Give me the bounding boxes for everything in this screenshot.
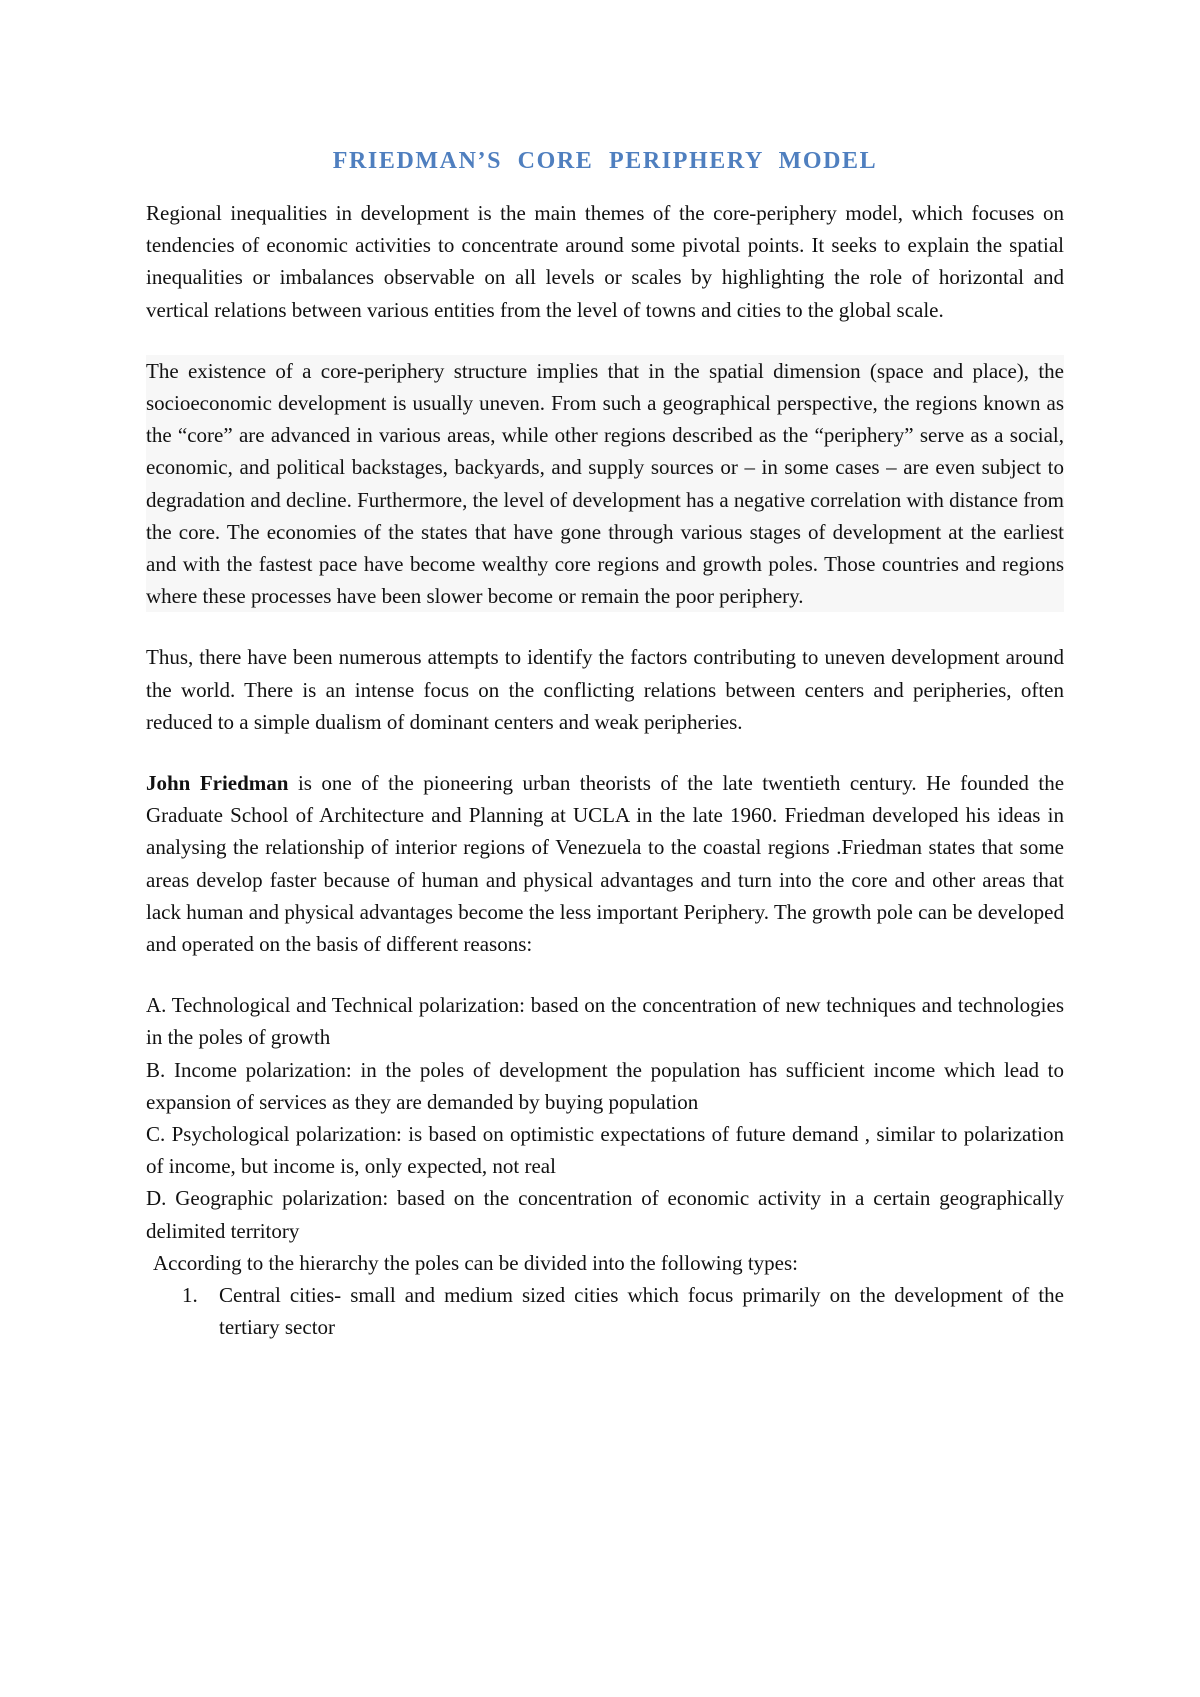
polarization-item-a: A. Technological and Technical polarization: based on the concentration of new techniques and technologies in the poles of growth — [146, 993, 1064, 1050]
pole-type-item — [146, 1279, 1064, 1343]
pole-types-list — [146, 1279, 1064, 1343]
friedman-name: John Friedman — [146, 771, 289, 796]
pole-type-text: Central cities- small and medium sized cities which focus primarily on the development of the tertiary sector — [219, 1283, 1064, 1340]
polarization-item-c: C. Psychological polarization: is based on optimistic expectations of future demand , similar to polarization of income, but income is, only expected, not real — [146, 1122, 1064, 1179]
document-page — [146, 148, 1064, 1344]
paragraph-uneven-development: Thus, there have been numerous attempts to identify the factors contributing to uneven development around the world. There is an intense focus on the conflicting relations between centers and peripheries, often reduced to a simple dualism of dominant centers and weak peripheries. — [146, 645, 1064, 734]
pole-types-intro: According to the hierarchy the poles can be divided into the following types: — [153, 1250, 798, 1275]
polarization-item-b: B. Income polarization: in the poles of development the population has sufficient income which lead to expansion of services as they are demanded by buying population — [146, 1057, 1064, 1114]
paragraph-john-friedman — [146, 767, 1064, 960]
friedman-description: is one of the pioneering urban theorists of the late twentieth century. He founded the Graduate School of Architecture and Planning at UCLA in the late 1960. Friedman developed his ideas in analysing the relationship of interior regions of Venezuela to the coastal regions .Friedman states that some areas develop faster because of human and physical advantages and turn into the core and other areas that lack human and physical advantages become the less important Periphery. The growth pole can be developed and operated on the basis of different reasons: — [146, 771, 1065, 957]
pole-type-number: 1. — [182, 1283, 198, 1308]
paragraph-core-periphery-structure: The existence of a core-periphery structure implies that in the spatial dimension (space and place), the socioeconomic development is usually uneven. From such a geographical perspective, the regions known as the “core” are advanced in various areas, while other regions described as the “periphery” serve as a social, economic, and political backstages, backyards, and supply sources or – in some cases – are even subject to degradation and decline. Furthermore, the level of development has a negative correlation with distance from the core. The economies of the states that have gone through various stages of development at the earliest and with the fastest pace have become wealthy core regions and growth poles. Those countries and regions where these processes have been slower become or remain the poor periphery. — [146, 355, 1064, 613]
document-title: FRIEDMAN’S CORE PERIPHERY MODEL — [332, 148, 878, 174]
polarization-item-d: D. Geographic polarization: based on the concentration of economic activity in a certain geographically delimited territory — [146, 1186, 1064, 1243]
paragraph-regional-inequalities: Regional inequalities in development is the main themes of the core-periphery model, which focuses on tendencies of economic activities to concentrate around some pivotal points. It seeks to explain the spatial inequalities or imbalances observable on all levels or scales by highlighting the role of horizontal and vertical relations between various entities from the level of towns and cities to the global scale. — [146, 201, 1064, 322]
